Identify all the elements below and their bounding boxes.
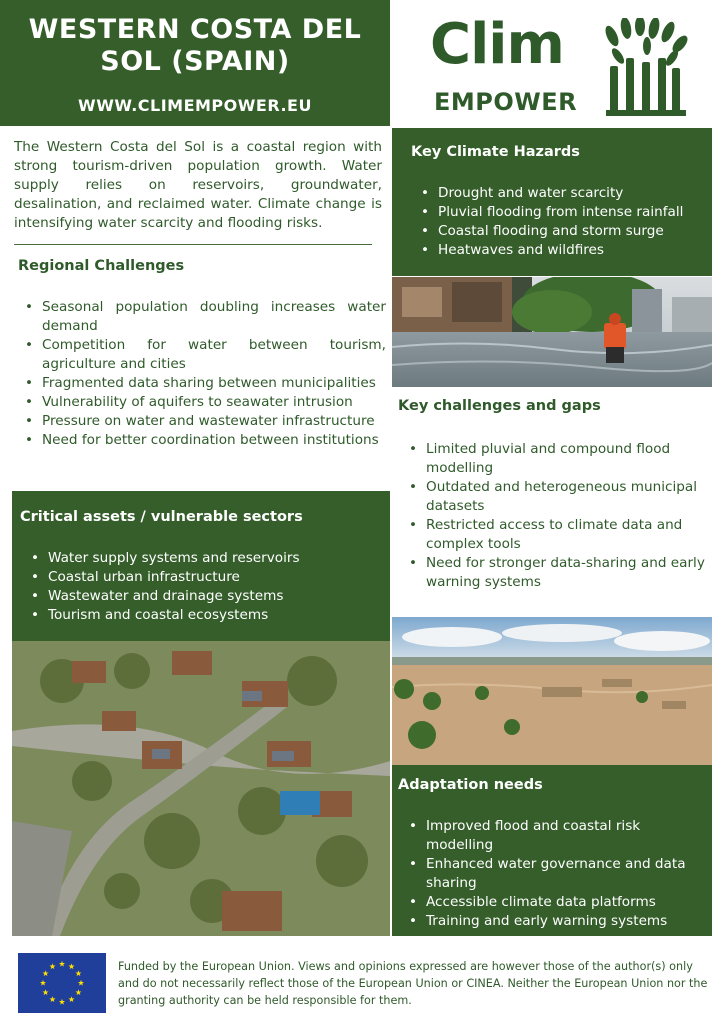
list-item: • Water supply systems and reservoirs [22, 549, 382, 568]
list-item: • Drought and water scarcity [412, 184, 712, 203]
page-title: WESTERN COSTA DEL SOL (SPAIN) [28, 14, 362, 77]
critical-assets-list [22, 549, 382, 625]
list-item: • Restricted access to climate data and complex tools [400, 516, 710, 554]
adaptation-needs-heading: Adaptation needs [398, 777, 543, 793]
list-item: • Fragmented data sharing between municipalities [16, 374, 386, 393]
list-item: • Wastewater and drainage systems [22, 587, 382, 606]
list-item: • Pluvial flooding from intense rainfall [412, 203, 712, 222]
funding-disclaimer: Funded by the European Union. Views and opinions expressed are however those of the author(s) only and do not necessarily reflect those of the European Union or CINEA. Neither the European Union nor the granting authority can be held responsible for them. [118, 960, 708, 1007]
list-item: • Improved flood and coastal risk modelling [400, 817, 706, 855]
logo-empower-text: EMPOWER [434, 88, 578, 116]
list-item: • Heatwaves and wildfires [412, 241, 712, 260]
critical-assets-panel [12, 491, 390, 641]
list-item: • Accessible climate data platforms [400, 893, 706, 912]
challenges-gaps-heading: Key challenges and gaps [398, 398, 601, 414]
website-link[interactable]: WWW.CLIMEMPOWER.EU [78, 96, 312, 115]
flooded-street-photo [392, 277, 712, 387]
key-hazards-list [412, 184, 712, 260]
list-item: • Need for better coordination between institutions [16, 431, 386, 450]
eu-flag-icon [18, 953, 106, 1013]
adaptation-needs-panel [392, 765, 712, 936]
key-hazards-panel [392, 128, 712, 276]
key-hazards-heading: Key Climate Hazards [411, 144, 580, 160]
list-item: • Pressure on water and wastewater infrastructure [16, 412, 386, 431]
storm-damage-aerial-photo [12, 641, 390, 936]
list-item: • Coastal flooding and storm surge [412, 222, 712, 241]
list-item: • Vulnerability of aquifers to seawater intrusion [16, 393, 386, 412]
divider [14, 244, 372, 245]
regional-challenges-heading: Regional Challenges [18, 258, 185, 274]
challenges-gaps-list [400, 440, 710, 592]
hands-tree-icon [602, 18, 688, 116]
adaptation-needs-list [400, 817, 706, 931]
critical-assets-heading: Critical assets / vulnerable sectors [20, 509, 303, 525]
list-item: • Coastal urban infrastructure [22, 568, 382, 587]
climempower-logo [430, 12, 690, 122]
list-item: • Tourism and coastal ecosystems [22, 606, 382, 625]
logo-clim-text: Clim [430, 12, 564, 77]
list-item: • Competition for water between tourism, agriculture and cities [16, 336, 386, 374]
header-banner [0, 0, 390, 126]
list-item: • Outdated and heterogeneous municipal datasets [400, 478, 710, 516]
flooded-landscape-photo [392, 617, 712, 765]
list-item: • Limited pluvial and compound flood modelling [400, 440, 710, 478]
list-item: • Enhanced water governance and data sharing [400, 855, 706, 893]
list-item: • Training and early warning systems [400, 912, 706, 931]
list-item: • Seasonal population doubling increases water demand [16, 298, 386, 336]
regional-challenges-list [16, 298, 386, 450]
list-item: • Need for stronger data-sharing and early warning systems [400, 554, 710, 592]
intro-paragraph: The Western Costa del Sol is a coastal region with strong tourism-driven population growth. Water supply relies on reservoirs, groundwater, desalination, and reclaimed water. Climate change is intensifying water scarcity and flooding risks. [14, 139, 382, 231]
